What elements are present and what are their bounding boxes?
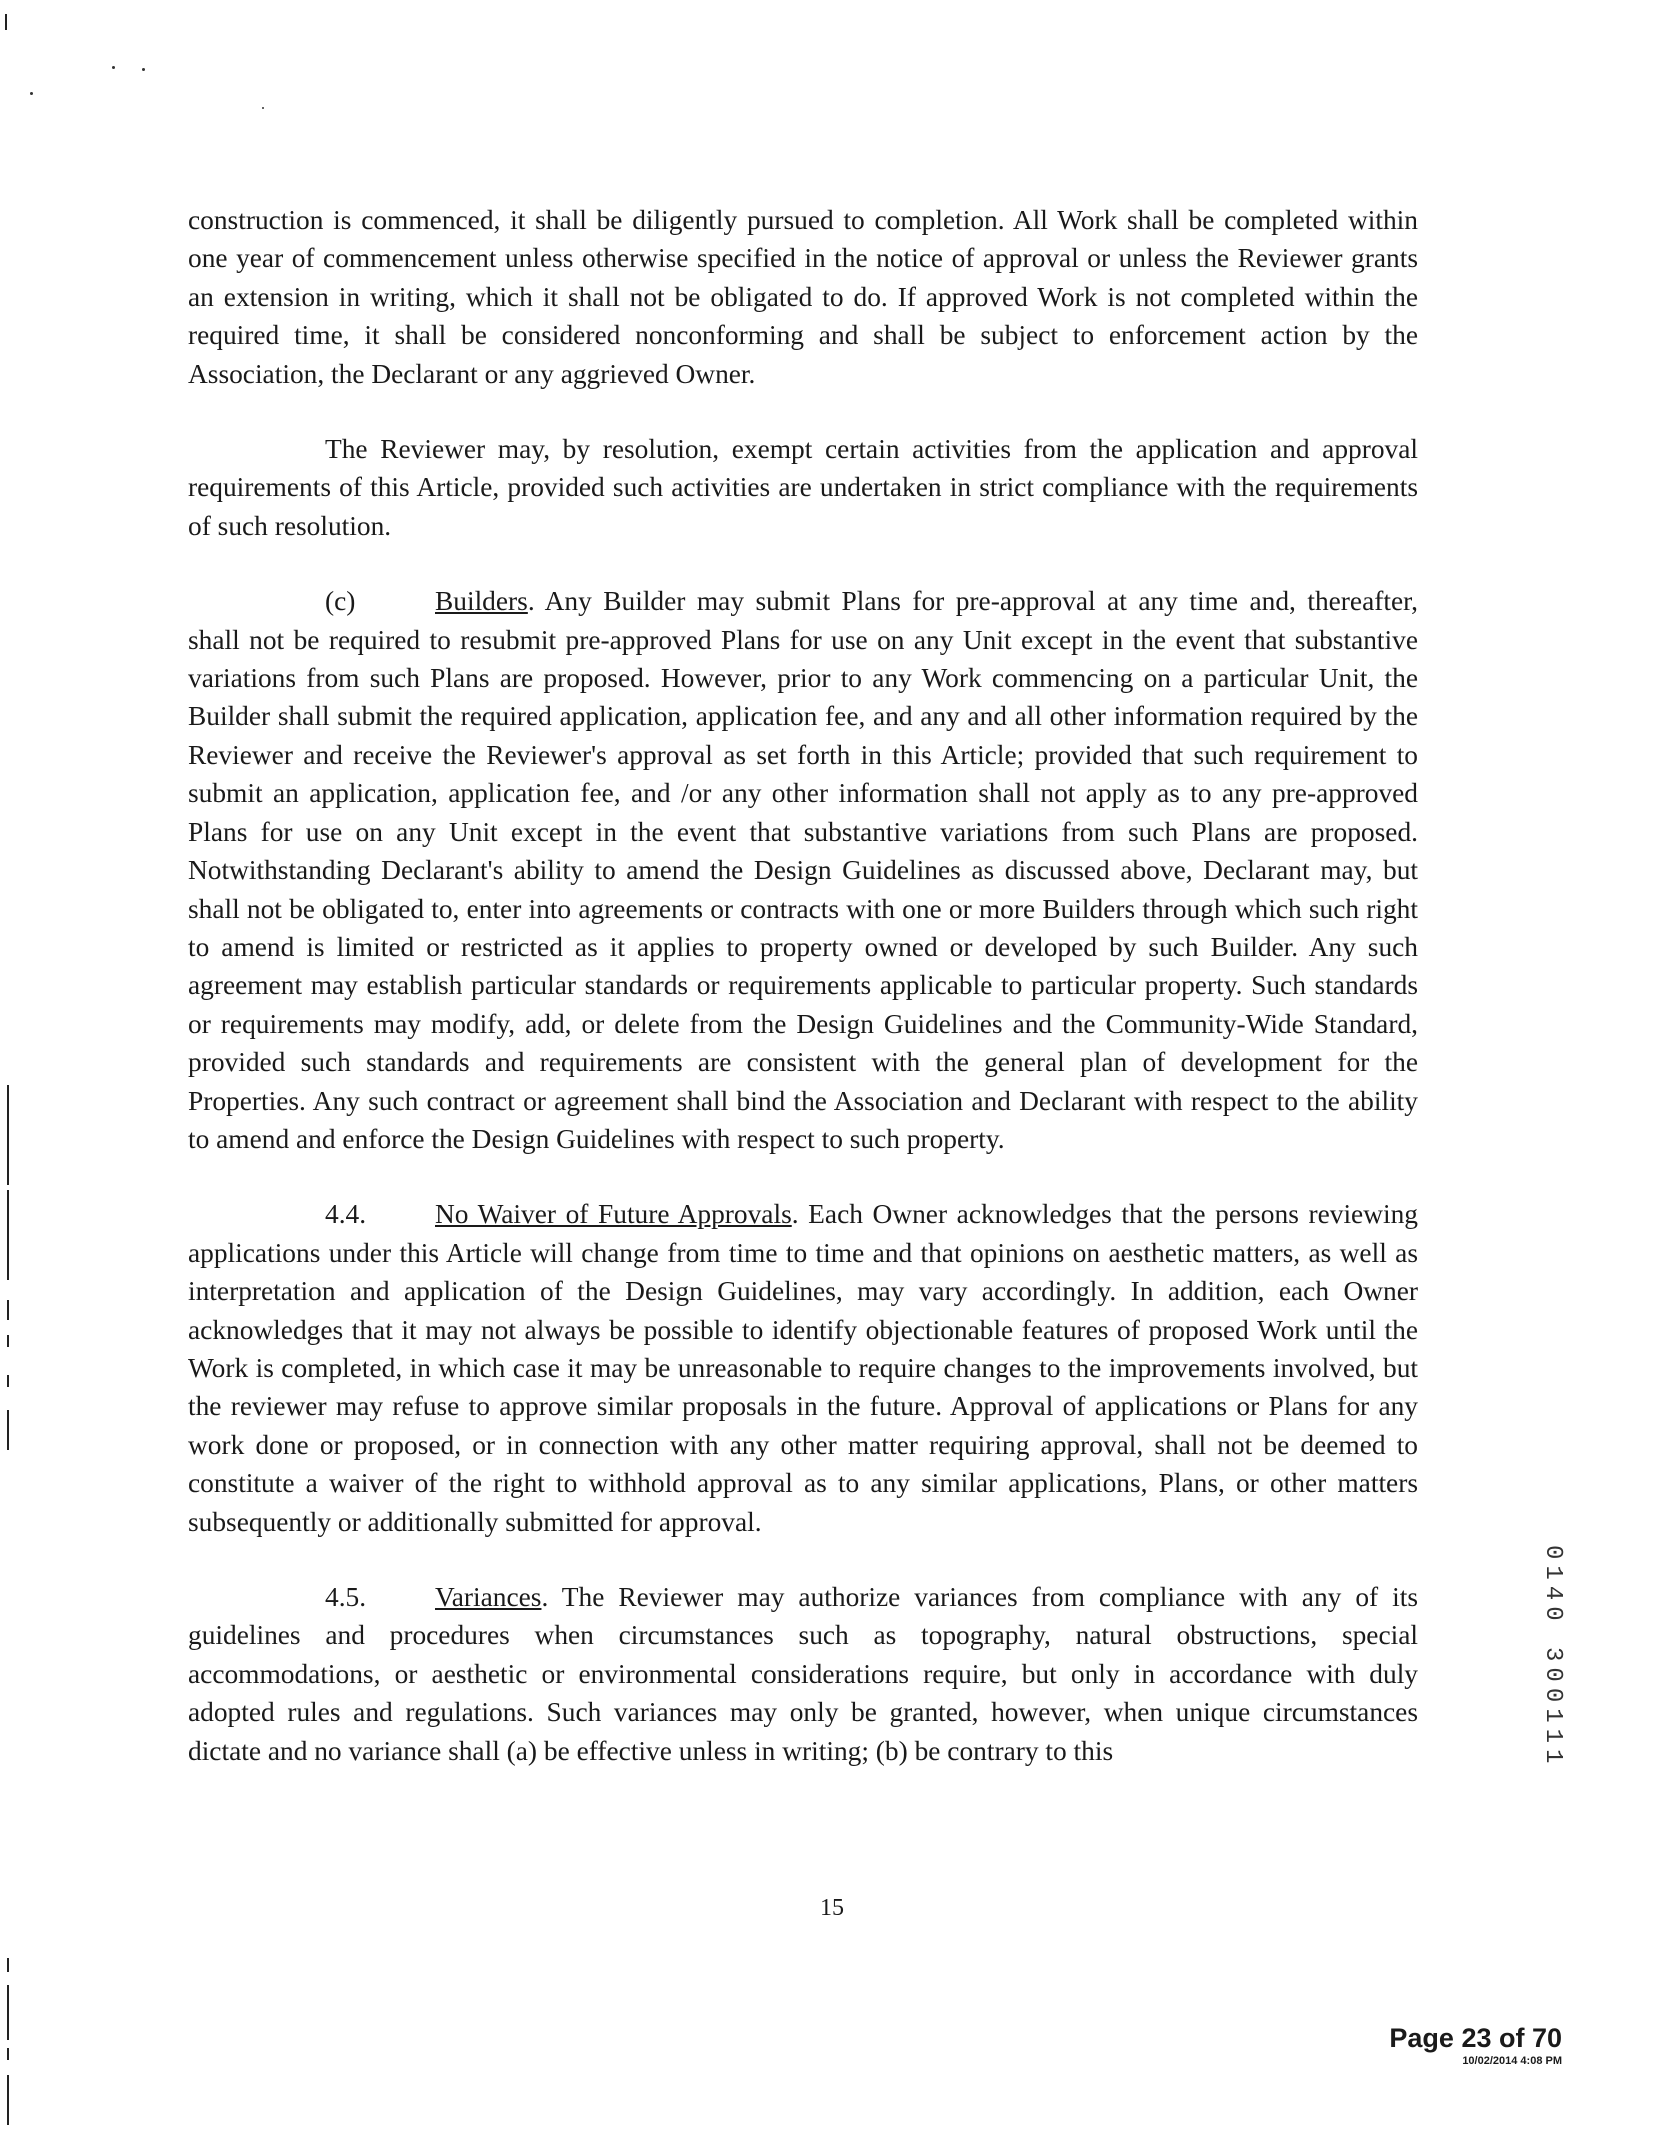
section-4-4-no-waiver xyxy=(188,1195,1418,1541)
paragraph-text: construction is commenced, it shall be diligently pursued to completion. All Work shall be completed within one year of commencement unless otherwise specified in the notice of approval or unless the Reviewer grants an extension in writing, which it shall not be obligated to do. If approved Work is not completed within the required time, it shall be considered nonconforming and shall be subject to enforcement action by the Association, the Declarant or any aggrieved Owner. xyxy=(188,205,1418,389)
section-text: . The Reviewer may authorize variances from compliance with any of its guidelines and procedures when circumstances such as topography, natural obstructions, special accommodations, or aesthetic or environmental considerations require, but only in accordance with duly adopted rules and regulations. Such variances may only be granted, however, when unique circumstances dictate and no variance shall (a) be effective unless in writing; (b) be contrary to this xyxy=(188,1582,1418,1766)
page-number: 15 xyxy=(820,1895,844,1921)
footer-page-count: Page 23 of 70 xyxy=(1389,2023,1562,2053)
section-number: (c) xyxy=(325,586,356,617)
section-number: 4.4. xyxy=(325,1199,367,1230)
scan-speck xyxy=(112,66,115,69)
paragraph-text: The Reviewer may, by resolution, exempt certain activities from the application and approval requirements of this Article, provided such activities are undertaken in strict compliance with the requirements of such resolution. xyxy=(188,434,1418,541)
section-heading: Variances xyxy=(435,1582,542,1612)
scan-speck xyxy=(30,92,33,95)
recording-stamp xyxy=(1535,1535,1575,1855)
section-number: 4.5. xyxy=(325,1582,367,1612)
scan-speck xyxy=(262,107,264,109)
paragraph-construction xyxy=(188,201,1418,393)
section-text: . Each Owner acknowledges that the persons reviewing applications under this Article will change from time to time and that opinions on aesthetic matters, as well as interpretation and application of the Design Guidelines, may vary accordingly. In addition, each Owner acknowledges that it may not always be possible to identify objectionable features of proposed Work until the Work is completed, in which case it may be unreasonable to require changes to the improvements involved, but the reviewer may refuse to approve similar proposals in the future. Approval of applications or Plans for any work done or proposed, or in connection with any other matter requiring approval, shall not be deemed to constitute a waiver of the right to withhold approval as to any similar applications, Plans, or other matters subsequently or additionally submitted for approval. xyxy=(188,1199,1418,1537)
margin-scan-marks xyxy=(0,0,40,2144)
section-text: . Any Builder may submit Plans for pre-approval at any time and, thereafter, shall not be required to resubmit pre-approved Plans for use on any Unit except in the event that substantive variations from such Plans are proposed. However, prior to any Work commencing on a particular Unit, the Builder shall submit the required application, application fee, and any and all other information required by the Reviewer and receive the Reviewer's approval as set forth in this Article; provided that such requirement to submit an application, application fee, and /or any other information shall not apply as to any pre-approved Plans for use on any Unit except in the event that substantive variations from such Plans are proposed. Notwithstanding Declarant's ability to amend the Design Guidelines as discussed above, Declarant may, but shall not be obligated to, enter into agreements or contracts with one or more Builders through which such right to amend is limited or restricted as it applies to property owned or developed by such Builder. Any such agreement may establish particular standards or requirements applicable to particular property. Such standards or requirements may modify, add, or delete from the Design Guidelines and the Community-Wide Standard, provided such standards and requirements are consistent with the general plan of development for the Properties. Any such contract or agreement shall bind the Association and Declarant with respect to the ability to amend and enforce the Design Guidelines with respect to such property. xyxy=(188,586,1418,1154)
section-heading: Builders xyxy=(435,586,528,617)
document-body xyxy=(188,201,1418,1807)
footer-timestamp: 10/02/2014 4:08 PM xyxy=(1462,2055,1562,2067)
stamp-text: 0140 300111 xyxy=(1539,1545,1566,1770)
section-c-builders xyxy=(188,582,1418,1158)
section-heading: No Waiver of Future Approvals xyxy=(435,1199,792,1230)
scan-speck xyxy=(142,68,145,71)
paragraph-reviewer-exemption xyxy=(188,430,1418,545)
section-4-5-variances xyxy=(188,1578,1418,1770)
